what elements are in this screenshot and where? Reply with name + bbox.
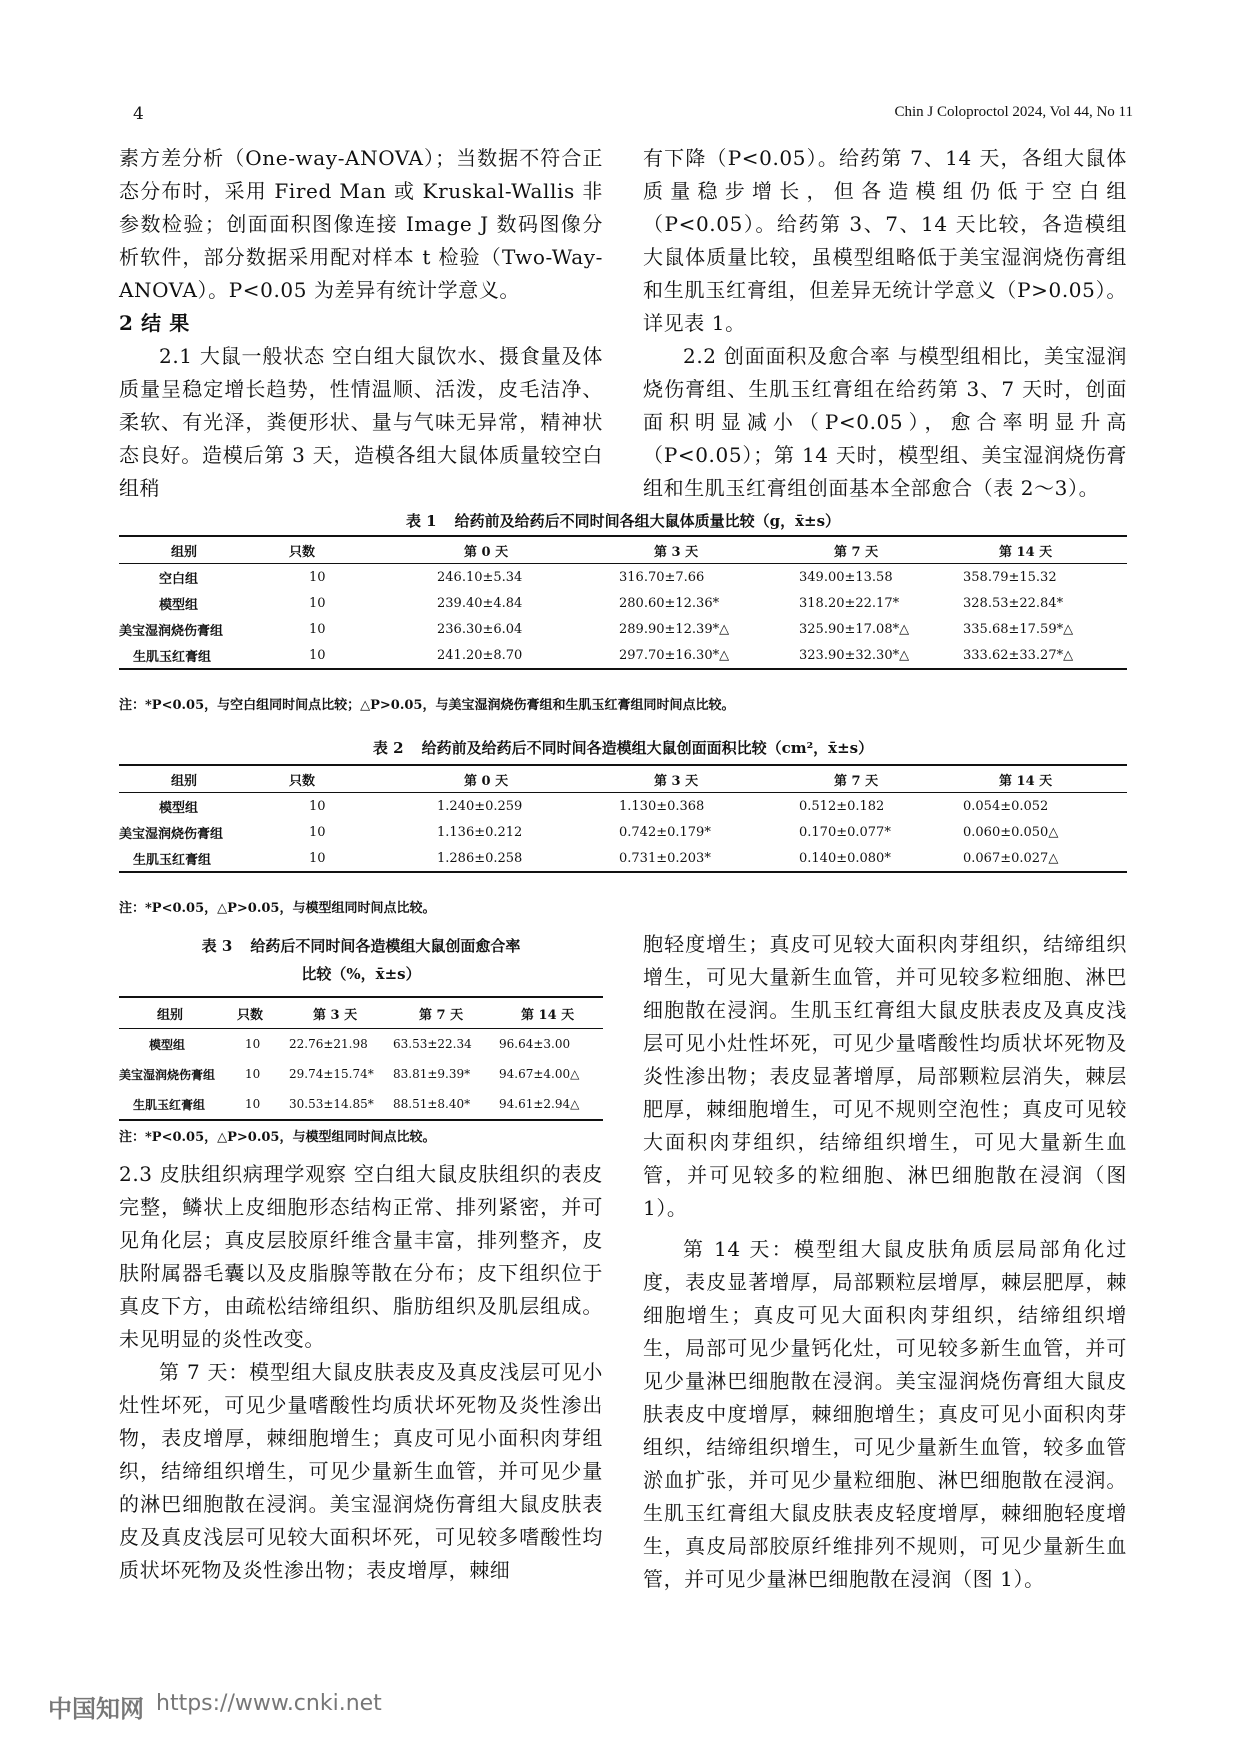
table-header-cell: 第 7 天: [834, 773, 879, 789]
table-cell: 模型组: [149, 1037, 186, 1052]
table-row: [119, 590, 1127, 616]
right-column-bottom: [643, 928, 1127, 1596]
table-header-cell: 第 14 天: [999, 544, 1053, 560]
table-row: [119, 819, 1127, 845]
table-cell: 0.170±0.077*: [799, 824, 891, 840]
table2: [119, 764, 1127, 873]
table-cell: 10: [309, 850, 326, 866]
table-row: [119, 616, 1127, 642]
table-header-cell: 第 14 天: [521, 1007, 575, 1023]
table-cell: 1.136±0.212: [437, 824, 523, 840]
table3-title: 给药后不同时间各造模组大鼠创面愈合率: [250, 937, 521, 955]
table-header-cell: 第 0 天: [464, 773, 509, 789]
table-cell: 22.76±21.98: [289, 1037, 368, 1051]
table-cell: 289.90±12.39*△: [619, 621, 730, 637]
table-cell: 美宝湿润烧伤膏组: [119, 826, 224, 842]
table-header-cell: 组别: [157, 1007, 184, 1023]
table-row: [119, 642, 1127, 669]
table-header-cell: 第 3 天: [313, 1007, 358, 1023]
table-row: [119, 1059, 603, 1089]
table-cell: 1.240±0.259: [437, 798, 523, 814]
table-cell: 10: [309, 595, 326, 611]
page-number: 4: [133, 104, 144, 124]
paragraph: 2.2 创面面积及愈合率 与模型组相比，美宝湿润烧伤膏组、生肌玉红膏组在给药第 3、7 天时，创面面积明显减小（P<0.05），愈合率明显升高（P<0.05）；第 14 天时，模型组、美宝湿润烧伤膏组和生肌玉红膏组创面基本全部愈合（表 2～3）。: [643, 344, 1127, 500]
table2-title: 给药前及给药后不同时间各造模组大鼠创面面积比较（cm²，x̄±s）: [421, 739, 874, 757]
table-row: [119, 845, 1127, 872]
table-cell: 94.61±2.94△: [499, 1097, 580, 1111]
paragraph: 2.1 大鼠一般状态 空白组大鼠饮水、摄食量及体质量呈稳定增长趋势，性情温顺、活泼，皮毛洁净、柔软、有光泽，粪便形状、量与气味无异常，精神状态良好。造模后第 3 天，造模各组大鼠体质量较空白组稍: [119, 344, 603, 500]
table-cell: 30.53±14.85*: [289, 1097, 374, 1111]
table3-caption: [119, 932, 603, 988]
table1-caption: [119, 510, 1127, 531]
table-cell: 10: [245, 1067, 261, 1081]
table-header-cell: 只数: [289, 544, 316, 560]
table-header-cell: 第 3 天: [654, 544, 699, 560]
table-header-cell: 第 7 天: [834, 544, 879, 560]
table-cell: 0.731±0.203*: [619, 850, 711, 866]
table-cell: 316.70±7.66: [619, 569, 705, 585]
table-cell: 246.10±5.34: [437, 569, 523, 585]
table-cell: 328.53±22.84*: [963, 595, 1064, 611]
table-cell: 生肌玉红膏组: [133, 852, 212, 868]
cnki-url[interactable]: https://www.cnki.net: [156, 1691, 382, 1716]
table-cell: 美宝湿润烧伤膏组: [119, 1067, 216, 1082]
table-cell: 10: [309, 824, 326, 840]
table-cell: 0.512±0.182: [799, 798, 885, 814]
table-row: [119, 1089, 603, 1120]
table2-note: 注：*P<0.05，△P>0.05，与模型组同时间点比较。: [119, 901, 436, 916]
table-cell: 美宝湿润烧伤膏组: [119, 623, 224, 639]
table-cell: 10: [309, 569, 326, 585]
table-row: [119, 564, 1127, 591]
table-cell: 318.20±22.17*: [799, 595, 900, 611]
right-column-top: [643, 142, 1127, 505]
table-header-cell: 第 7 天: [419, 1007, 464, 1023]
table-header-cell: 只数: [237, 1007, 264, 1023]
table-cell: 0.742±0.179*: [619, 824, 711, 840]
table-cell: 10: [309, 798, 326, 814]
table-header-cell: 第 14 天: [999, 773, 1053, 789]
left-column-top: [119, 142, 603, 505]
table-cell: 10: [309, 621, 326, 637]
table-cell: 10: [309, 647, 326, 663]
table-cell: 323.90±32.30*△: [799, 647, 910, 663]
table-cell: 335.68±17.59*△: [963, 621, 1074, 637]
section-heading: 2 结 果: [119, 311, 190, 335]
paragraph: 胞轻度增生；真皮可见较大面积肉芽组织，结缔组织增生，可见大量新生血管，并可见较多粒细胞、淋巴细胞散在浸润。生肌玉红膏组大鼠皮肤表皮及真皮浅层可见小灶性坏死，可见少量嗜酸性均质状坏死物及炎性渗出物；表皮显著增厚，局部颗粒层消失，棘层肥厚，棘细胞增生，可见不规则空泡性；真皮可见较大面积肉芽组织，结缔组织增生，可见大量新生血管，并可见较多的粒细胞、淋巴细胞散在浸润（图 1）。: [643, 932, 1127, 1220]
table-cell: 空白组: [159, 571, 199, 587]
table-cell: 83.81±9.39*: [393, 1067, 471, 1081]
paragraph: 第 14 天：模型组大鼠皮肤角质层局部角化过度，表皮显著增厚，局部颗粒层增厚，棘层肥厚，棘细胞增生；真皮可见大面积肉芽组织，结缔组织增生，局部可见少量钙化灶，可见较多新生血管，并可见少量淋巴细胞散在浸润。美宝湿润烧伤膏组大鼠皮肤表皮中度增厚，棘细胞增生；真皮可见小面积肉芽组织，结缔组织增生，可见少量新生血管，较多血管淤血扩张，并可见少量粒细胞、淋巴细胞散在浸润。生肌玉红膏组大鼠皮肤表皮轻度增厚，棘细胞轻度增生，真皮局部胶原纤维排列不规则，可见少量新生血管，并可见少量淋巴细胞散在浸润（图 1）。: [643, 1237, 1127, 1591]
table-cell: 94.67±4.00△: [499, 1067, 580, 1081]
table-header-row: [119, 536, 1127, 564]
table-cell: 0.054±0.052: [963, 798, 1049, 814]
table-cell: 333.62±33.27*△: [963, 647, 1074, 663]
table-cell: 241.20±8.70: [437, 647, 523, 663]
table3-label: 表 3: [201, 937, 233, 955]
journal-header: Chin J Coloproctol 2024, Vol 44, No 11: [894, 104, 1133, 120]
paragraph: 有下降（P<0.05）。给药第 7、14 天，各组大鼠体质量稳步增长，但各造模组仍低于空白组（P<0.05）。给药第 3、7、14 天比较，各造模组大鼠体质量比较，虽模型组略低于美宝湿润烧伤膏组和生肌玉红膏组，但差异无统计学意义（P>0.05）。详见表 1。: [643, 146, 1127, 335]
table-cell: 325.90±17.08*△: [799, 621, 910, 637]
table1-title: 给药前及给药后不同时间各组大鼠体质量比较（g，x̄±s）: [454, 512, 841, 530]
cnki-logo: 中国知网: [48, 1695, 144, 1723]
table3-note: 注：*P<0.05，△P>0.05，与模型组同时间点比较。: [119, 1130, 436, 1145]
table-cell: 236.30±6.04: [437, 621, 523, 637]
table1-label: 表 1: [405, 512, 437, 530]
table-cell: 10: [245, 1097, 261, 1111]
table-cell: 模型组: [159, 800, 199, 816]
table-header-cell: 只数: [289, 773, 316, 789]
table-header-row: [119, 997, 603, 1029]
paragraph: 第 7 天：模型组大鼠皮肤表皮及真皮浅层可见小灶性坏死，可见少量嗜酸性均质状坏死物及炎性渗出物，表皮增厚，棘细胞增生；真皮可见小面积肉芽组织，结缔组织增生，可见少量新生血管，并可见少量的淋巴细胞散在浸润。美宝湿润烧伤膏组大鼠皮肤表皮及真皮浅层可见较大面积坏死，可见较多嗜酸性均质状坏死物及炎性渗出物；表皮增厚，棘细: [119, 1360, 603, 1582]
table-cell: 358.79±15.32: [963, 569, 1057, 585]
table2-label: 表 2: [372, 739, 404, 757]
table-header-cell: 组别: [171, 773, 198, 789]
table2-caption: [119, 737, 1127, 758]
table-cell: 29.74±15.74*: [289, 1067, 374, 1081]
paragraph: 2.3 皮肤组织病理学观察 空白组大鼠皮肤组织的表皮完整，鳞状上皮细胞形态结构正常、排列紧密，并可见角化层；真皮层胶原纤维含量丰富，排列整齐，皮肤附属器毛囊以及皮脂腺等散在分布；皮下组织位于真皮下方，由疏松结缔组织、脂肪组织及肌层组成。未见明显的炎性改变。: [119, 1162, 603, 1351]
table-cell: 0.067±0.027△: [963, 850, 1059, 866]
table-row: [119, 793, 1127, 820]
paragraph: 素方差分析（One-way-ANOVA）；当数据不符合正态分布时，采用 Fired Man 或 Kruskal-Wallis 非参数检验；创面面积图像连接 Image J 数码图像分析软件，部分数据采用配对样本 t 检验（Two-Way-ANOVA）。P<0.05 为差异有统计学意义。: [119, 146, 603, 302]
table-cell: 0.060±0.050△: [963, 824, 1059, 840]
table3: [119, 996, 603, 1121]
table-header-cell: 组别: [171, 544, 198, 560]
table-header-cell: 第 0 天: [464, 544, 509, 560]
table-cell: 88.51±8.40*: [393, 1097, 471, 1111]
table1: [119, 535, 1127, 670]
table-cell: 349.00±13.58: [799, 569, 893, 585]
table-cell: 生肌玉红膏组: [133, 1097, 206, 1112]
table-header-row: [119, 765, 1127, 793]
table-cell: 63.53±22.34: [393, 1037, 472, 1051]
table-cell: 生肌玉红膏组: [133, 649, 212, 665]
table-cell: 1.130±0.368: [619, 798, 705, 814]
table3-title-line2: 比较（%，x̄±s）: [301, 965, 421, 983]
table-row: [119, 1029, 603, 1060]
table-cell: 239.40±4.84: [437, 595, 523, 611]
table-cell: 0.140±0.080*: [799, 850, 891, 866]
table-cell: 1.286±0.258: [437, 850, 523, 866]
table-cell: 96.64±3.00: [499, 1037, 571, 1051]
left-column-bottom: [119, 1158, 603, 1587]
table1-note: 注：*P<0.05，与空白组同时间点比较；△P>0.05，与美宝湿润烧伤膏组和生肌玉红膏组同时间点比较。: [119, 698, 735, 713]
table-cell: 297.70±16.30*△: [619, 647, 730, 663]
table-header-cell: 第 3 天: [654, 773, 699, 789]
table-cell: 280.60±12.36*: [619, 595, 720, 611]
table-cell: 10: [245, 1037, 261, 1051]
table-cell: 模型组: [159, 597, 199, 613]
